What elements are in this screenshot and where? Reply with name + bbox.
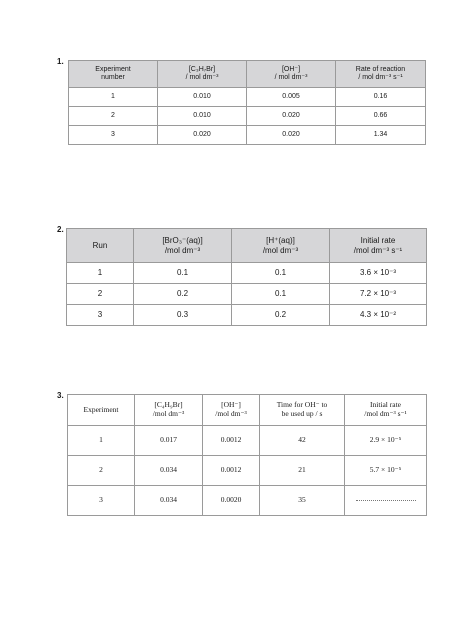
table-cell: 2 — [69, 107, 158, 126]
table-cell: 1 — [68, 426, 135, 456]
table-row — [68, 426, 427, 456]
table-cell: 0.2 — [134, 284, 232, 305]
header-cell: [C₃H₇Br] / mol dm⁻³ — [158, 61, 247, 88]
table-row — [67, 305, 427, 326]
table-cell: 0.034 — [135, 486, 203, 516]
table-cell: 1.34 — [336, 126, 426, 145]
table-cell: 0.020 — [247, 126, 336, 145]
question-2-number: 2. — [57, 225, 64, 234]
table-row — [67, 284, 427, 305]
table-cell: 5.7 × 10⁻⁵ — [345, 456, 427, 486]
table-row — [69, 107, 426, 126]
header-cell: [C₄H₉Br] /mol dm⁻³ — [135, 395, 203, 426]
table-cell: 0.1 — [232, 284, 330, 305]
table-cell: 0.2 — [232, 305, 330, 326]
header-cell: [OH⁻] /mol dm⁻³ — [203, 395, 260, 426]
header-cell: [OH⁻] / mol dm⁻³ — [247, 61, 336, 88]
table-cell: 0.1 — [232, 263, 330, 284]
header-cell: Experiment — [68, 395, 135, 426]
table-row — [69, 88, 426, 107]
table-cell: 0.1 — [134, 263, 232, 284]
table-header-row — [69, 61, 426, 88]
table-cell: 1 — [67, 263, 134, 284]
question-3-number: 3. — [57, 391, 64, 400]
question-1-number: 1. — [57, 57, 64, 66]
table-cell: 7.2 × 10⁻³ — [330, 284, 427, 305]
table-header-row — [68, 395, 427, 426]
header-cell: Experiment number — [69, 61, 158, 88]
table-cell: 0.020 — [247, 107, 336, 126]
table-cell: 0.017 — [135, 426, 203, 456]
table-header-row — [67, 229, 427, 263]
table-cell: 2.9 × 10⁻⁵ — [345, 426, 427, 456]
table-cell: 0.16 — [336, 88, 426, 107]
table-row — [69, 126, 426, 145]
table-cell: 0.0012 — [203, 456, 260, 486]
table-cell: 3 — [67, 305, 134, 326]
table-cell: 0.010 — [158, 107, 247, 126]
table-cell: 3.6 × 10⁻³ — [330, 263, 427, 284]
header-cell: Rate of reaction / mol dm⁻³ s⁻¹ — [336, 61, 426, 88]
table-cell: 0.3 — [134, 305, 232, 326]
table-cell: 3 — [69, 126, 158, 145]
table-row — [68, 486, 427, 516]
table-cell: 35 — [260, 486, 345, 516]
question-3-table — [67, 394, 427, 516]
table-row — [68, 456, 427, 486]
answer-blank — [345, 486, 427, 516]
table-cell: 0.0012 — [203, 426, 260, 456]
table-cell: 0.034 — [135, 456, 203, 486]
table-cell: 0.0020 — [203, 486, 260, 516]
table-cell: 0.020 — [158, 126, 247, 145]
table-cell: 21 — [260, 456, 345, 486]
table-cell: 1 — [69, 88, 158, 107]
header-cell: Time for OH⁻ to be used up / s — [260, 395, 345, 426]
header-cell: [BrO₃⁻(aq)] /mol dm⁻³ — [134, 229, 232, 263]
header-cell: Initial rate /mol dm⁻³ s⁻¹ — [345, 395, 427, 426]
header-cell: [H⁺(aq)] /mol dm⁻³ — [232, 229, 330, 263]
table-cell: 4.3 × 10⁻² — [330, 305, 427, 326]
table-cell: 0.66 — [336, 107, 426, 126]
table-cell: 2 — [68, 456, 135, 486]
question-1-table — [68, 60, 426, 145]
table-cell: 0.005 — [247, 88, 336, 107]
table-cell: 0.010 — [158, 88, 247, 107]
table-cell: 3 — [68, 486, 135, 516]
table-row — [67, 263, 427, 284]
table-cell: 2 — [67, 284, 134, 305]
table-cell: 42 — [260, 426, 345, 456]
dotted-answer-line — [356, 499, 416, 501]
question-2-table — [66, 228, 427, 326]
header-cell: Initial rate /mol dm⁻³ s⁻¹ — [330, 229, 427, 263]
header-cell: Run — [67, 229, 134, 263]
